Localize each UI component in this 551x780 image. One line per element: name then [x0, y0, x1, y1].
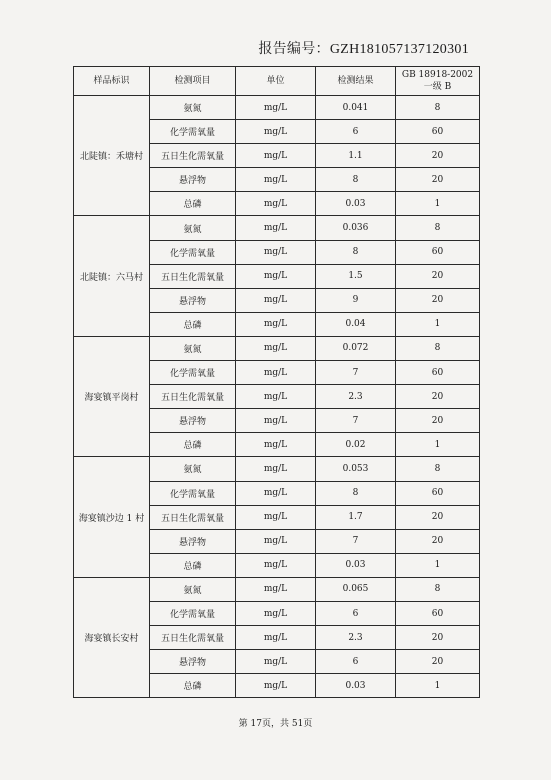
limit-cell: 20 — [396, 626, 480, 650]
header-test-item: 检测项目 — [150, 67, 236, 96]
test-item-cell: 氨氮 — [150, 336, 236, 360]
limit-cell: 1 — [396, 312, 480, 336]
result-cell: 8 — [316, 168, 396, 192]
result-cell: 0.03 — [316, 674, 396, 698]
limit-cell: 20 — [396, 505, 480, 529]
header-standard-grade: 一级 B — [423, 82, 452, 92]
header-result: 检测结果 — [316, 67, 396, 96]
test-item-cell: 氨氮 — [150, 96, 236, 120]
unit-cell: mg/L — [236, 385, 316, 409]
unit-cell: mg/L — [236, 650, 316, 674]
limit-cell: 20 — [396, 168, 480, 192]
result-cell: 7 — [316, 361, 396, 385]
test-item-cell: 五日生化需氧量 — [150, 144, 236, 168]
limit-cell: 60 — [396, 240, 480, 264]
result-cell: 0.02 — [316, 433, 396, 457]
result-cell: 2.3 — [316, 626, 396, 650]
limit-cell: 60 — [396, 481, 480, 505]
test-item-cell: 化学需氧量 — [150, 240, 236, 264]
unit-cell: mg/L — [236, 336, 316, 360]
table-row — [74, 577, 480, 601]
limit-cell: 20 — [396, 385, 480, 409]
result-cell: 0.065 — [316, 577, 396, 601]
result-cell: 2.3 — [316, 385, 396, 409]
test-item-cell: 总磷 — [150, 553, 236, 577]
result-cell: 7 — [316, 529, 396, 553]
test-item-cell: 悬浮物 — [150, 529, 236, 553]
test-results-table — [73, 66, 480, 698]
test-item-cell: 悬浮物 — [150, 650, 236, 674]
sample-id-cell: 海宴镇长安村 — [74, 577, 150, 697]
unit-cell: mg/L — [236, 626, 316, 650]
test-item-cell: 总磷 — [150, 192, 236, 216]
result-cell: 0.041 — [316, 96, 396, 120]
limit-cell: 60 — [396, 601, 480, 625]
limit-cell: 20 — [396, 144, 480, 168]
sample-id-cell: 北陡镇：六马村 — [74, 216, 150, 336]
test-item-cell: 悬浮物 — [150, 288, 236, 312]
test-item-cell: 五日生化需氧量 — [150, 385, 236, 409]
unit-cell: mg/L — [236, 312, 316, 336]
test-item-cell: 悬浮物 — [150, 168, 236, 192]
unit-cell: mg/L — [236, 481, 316, 505]
unit-cell: mg/L — [236, 192, 316, 216]
result-cell: 6 — [316, 650, 396, 674]
header-standard — [396, 67, 480, 96]
limit-cell: 20 — [396, 409, 480, 433]
table-header-row — [74, 67, 480, 96]
result-cell: 0.03 — [316, 553, 396, 577]
unit-cell: mg/L — [236, 96, 316, 120]
table-row — [74, 457, 480, 481]
limit-cell: 8 — [396, 577, 480, 601]
test-item-cell: 氨氮 — [150, 457, 236, 481]
test-item-cell: 总磷 — [150, 312, 236, 336]
unit-cell: mg/L — [236, 144, 316, 168]
test-item-cell: 化学需氧量 — [150, 120, 236, 144]
limit-cell: 1 — [396, 433, 480, 457]
unit-cell: mg/L — [236, 674, 316, 698]
limit-cell: 8 — [396, 457, 480, 481]
limit-cell: 1 — [396, 553, 480, 577]
unit-cell: mg/L — [236, 457, 316, 481]
unit-cell: mg/L — [236, 409, 316, 433]
unit-cell: mg/L — [236, 240, 316, 264]
test-item-cell: 化学需氧量 — [150, 601, 236, 625]
report-number: 报告编号：GZH181057137120301 — [258, 42, 469, 57]
test-item-cell: 悬浮物 — [150, 409, 236, 433]
unit-cell: mg/L — [236, 529, 316, 553]
table-row — [74, 336, 480, 360]
header-sample-id: 样品标识 — [74, 67, 150, 96]
page-number: 第 17页，共 51页 — [238, 719, 313, 729]
result-cell: 1.5 — [316, 264, 396, 288]
unit-cell: mg/L — [236, 288, 316, 312]
limit-cell: 8 — [396, 336, 480, 360]
limit-cell: 8 — [396, 96, 480, 120]
result-cell: 1.7 — [316, 505, 396, 529]
limit-cell: 20 — [396, 288, 480, 312]
limit-cell: 60 — [396, 120, 480, 144]
sample-id-cell: 海宴镇平岗村 — [74, 336, 150, 456]
result-cell: 1.1 — [316, 144, 396, 168]
result-cell: 0.072 — [316, 336, 396, 360]
unit-cell: mg/L — [236, 361, 316, 385]
limit-cell: 20 — [396, 264, 480, 288]
unit-cell: mg/L — [236, 216, 316, 240]
limit-cell: 8 — [396, 216, 480, 240]
limit-cell: 1 — [396, 674, 480, 698]
unit-cell: mg/L — [236, 433, 316, 457]
unit-cell: mg/L — [236, 120, 316, 144]
result-cell: 7 — [316, 409, 396, 433]
result-cell: 0.036 — [316, 216, 396, 240]
result-cell: 0.053 — [316, 457, 396, 481]
test-item-cell: 氨氮 — [150, 577, 236, 601]
result-cell: 0.03 — [316, 192, 396, 216]
test-item-cell: 五日生化需氧量 — [150, 505, 236, 529]
result-cell: 8 — [316, 481, 396, 505]
unit-cell: mg/L — [236, 505, 316, 529]
sample-id-cell: 北陡镇：禾塘村 — [74, 96, 150, 216]
test-item-cell: 化学需氧量 — [150, 361, 236, 385]
table-row — [74, 216, 480, 240]
test-item-cell: 五日生化需氧量 — [150, 264, 236, 288]
limit-cell: 60 — [396, 361, 480, 385]
result-cell: 6 — [316, 120, 396, 144]
unit-cell: mg/L — [236, 601, 316, 625]
test-item-cell: 五日生化需氧量 — [150, 626, 236, 650]
table-row — [74, 96, 480, 120]
limit-cell: 20 — [396, 650, 480, 674]
result-cell: 6 — [316, 601, 396, 625]
unit-cell: mg/L — [236, 264, 316, 288]
limit-cell: 1 — [396, 192, 480, 216]
test-item-cell: 总磷 — [150, 674, 236, 698]
test-item-cell: 氨氮 — [150, 216, 236, 240]
unit-cell: mg/L — [236, 577, 316, 601]
unit-cell: mg/L — [236, 553, 316, 577]
result-cell: 0.04 — [316, 312, 396, 336]
result-cell: 8 — [316, 240, 396, 264]
unit-cell: mg/L — [236, 168, 316, 192]
sample-id-cell: 海宴镇沙边 1 村 — [74, 457, 150, 577]
limit-cell: 20 — [396, 529, 480, 553]
header-unit: 单位 — [236, 67, 316, 96]
test-item-cell: 总磷 — [150, 433, 236, 457]
result-cell: 9 — [316, 288, 396, 312]
header-standard-code: GB 18918-2002 — [401, 70, 474, 80]
test-item-cell: 化学需氧量 — [150, 481, 236, 505]
